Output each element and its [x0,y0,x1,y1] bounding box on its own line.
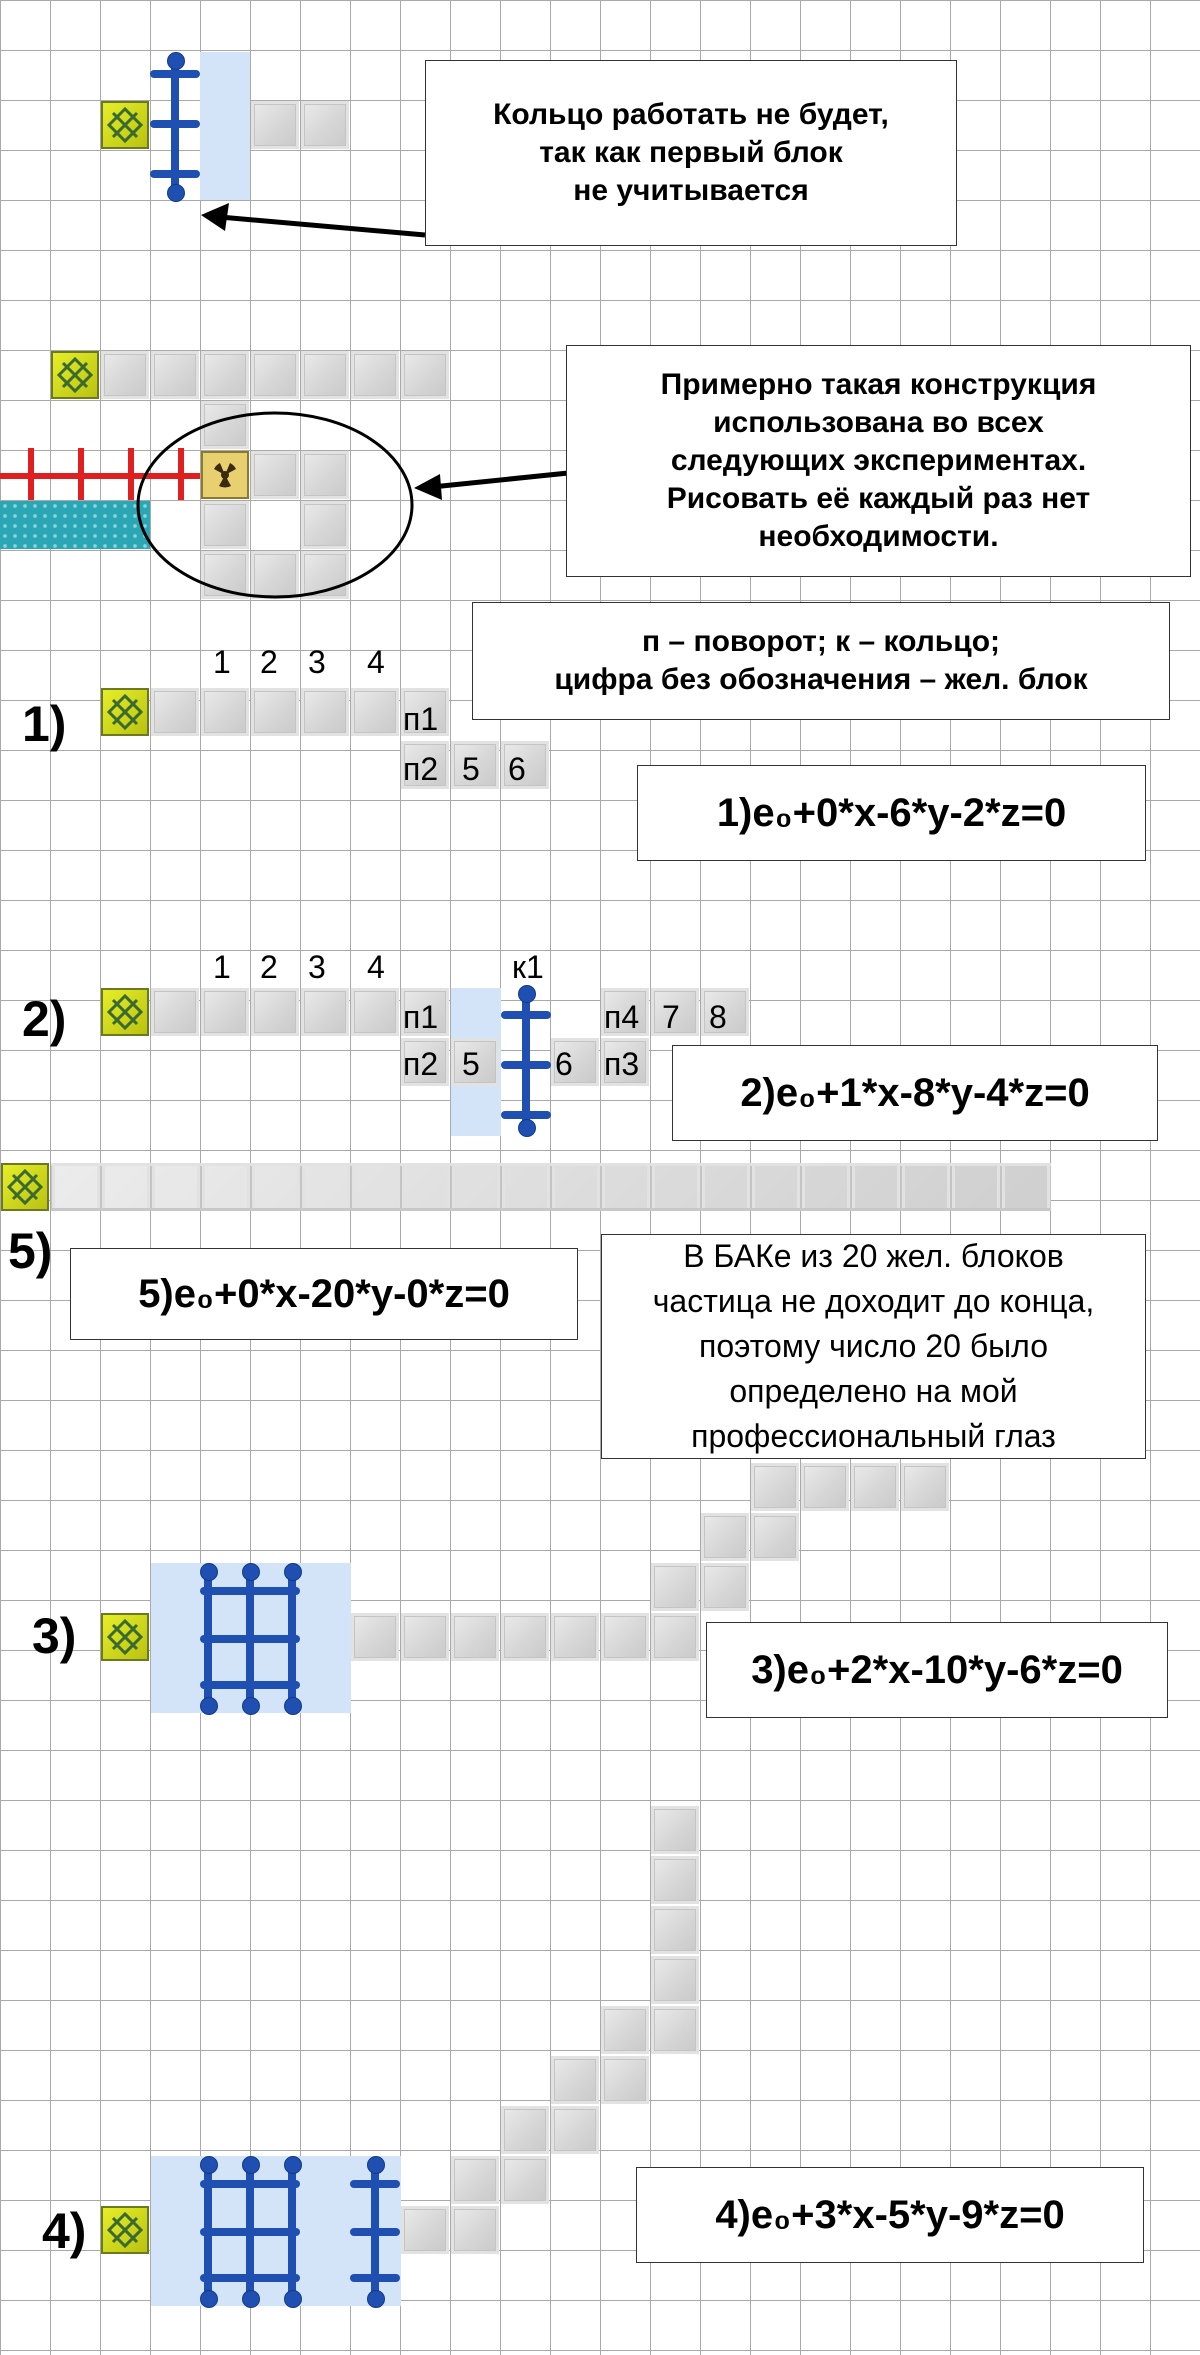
turn-label: п4 [604,999,640,1035]
ring-label: к1 [512,949,544,985]
block-label: 1 [213,644,231,680]
rail-start-icon [101,988,149,1036]
block [401,2206,449,2254]
block [151,988,199,1036]
block [501,2156,549,2204]
block [551,2056,599,2104]
block [301,351,349,399]
block [101,351,149,399]
note-ring-wont-work: Кольцо работать не будет, так как первый блок не учитывается [425,60,957,246]
ring-magnet-icon [200,2156,300,2306]
block [751,1513,799,1561]
block [301,101,349,149]
block [451,2156,499,2204]
block [651,1806,699,1854]
block [251,101,299,149]
block [651,1956,699,2004]
note-bake: В БАКе из 20 жел. блоков частица не доходит до конца, поэтому число 20 было определено на мой профессиональный глаз [601,1234,1146,1459]
arrow-icon [410,462,580,502]
block [151,688,199,736]
block [351,351,399,399]
block [651,2006,699,2054]
block [501,2106,549,2154]
block-label: 7 [662,999,680,1035]
block-label: 1 [213,949,231,985]
block [701,1563,749,1611]
block [301,688,349,736]
block [851,1463,899,1511]
block-row [51,1163,1051,1211]
highlight-ellipse [130,405,420,605]
block [551,1613,599,1661]
experiment-number: 5) [8,1223,53,1279]
rail-start-icon [101,1613,149,1661]
block [801,1463,849,1511]
turn-label: п2 [403,1046,439,1082]
block [601,1613,649,1661]
equation-box: 2)e₀+1*x-8*y-4*z=0 [672,1045,1158,1141]
block [751,1463,799,1511]
rail-start-icon [101,688,149,736]
block [651,1906,699,1954]
block [551,2106,599,2154]
rail-start-icon [101,2206,149,2254]
block [651,1856,699,1904]
block [201,988,249,1036]
block-label: 6 [555,1046,573,1082]
block-label: 4 [367,949,385,985]
block-label: 3 [308,949,326,985]
ring-zone [200,52,250,200]
block-label: 6 [508,751,526,787]
block-label: 2 [260,644,278,680]
block [351,688,399,736]
block [151,351,199,399]
turn-label: п2 [403,751,439,787]
block [251,988,299,1036]
block [351,1613,399,1661]
ring-magnet-icon [200,1563,300,1713]
block [451,2206,499,2254]
block [901,1463,949,1511]
note-construction: Примерно такая конструкция использована во всех следующих экспериментах. Рисовать её каждый раз нет необходимости. [566,345,1191,577]
block [451,1613,499,1661]
equation-box: 1)e₀+0*x-6*y-2*z=0 [637,765,1146,861]
arrow-icon [195,195,435,245]
turn-label: п3 [604,1046,640,1082]
block [601,2056,649,2104]
turn-label: п1 [403,999,439,1035]
block [651,1563,699,1611]
equation-box: 3)e₀+2*x-10*y-6*z=0 [706,1622,1168,1718]
experiment-number: 1) [22,696,67,752]
block [201,351,249,399]
experiment-number: 2) [22,991,67,1047]
turn-label: п1 [403,701,439,737]
experiment-number: 4) [42,2203,87,2259]
block-label: 8 [709,999,727,1035]
ring-magnet-icon [350,2156,400,2306]
equation-box: 4)e₀+3*x-5*y-9*z=0 [636,2167,1144,2263]
block [651,1613,699,1661]
block-label: 3 [308,644,326,680]
block [251,688,299,736]
block [401,1613,449,1661]
block-label: 5 [462,751,480,787]
block [251,351,299,399]
block-label: 2 [260,949,278,985]
block [401,351,449,399]
block [351,988,399,1036]
ring-magnet-icon [501,985,551,1135]
rail-start-icon [101,101,149,149]
block [601,2006,649,2054]
legend-box: п – поворот; к – кольцо; цифра без обозначения – жел. блок [472,602,1170,720]
block [501,1613,549,1661]
block [201,688,249,736]
block [301,988,349,1036]
rail-start-icon [51,351,99,399]
red-rail-tie [28,448,34,500]
red-rail-tie [78,448,84,500]
equation-box: 5)e₀+0*x-20*y-0*z=0 [70,1248,578,1340]
experiment-number: 3) [32,1608,77,1664]
block-label: 4 [367,644,385,680]
teal-blocks [0,501,150,549]
block-label: 5 [462,1046,480,1082]
rail-start-icon [1,1163,49,1211]
block [701,1513,749,1561]
ring-magnet-icon [150,52,200,200]
